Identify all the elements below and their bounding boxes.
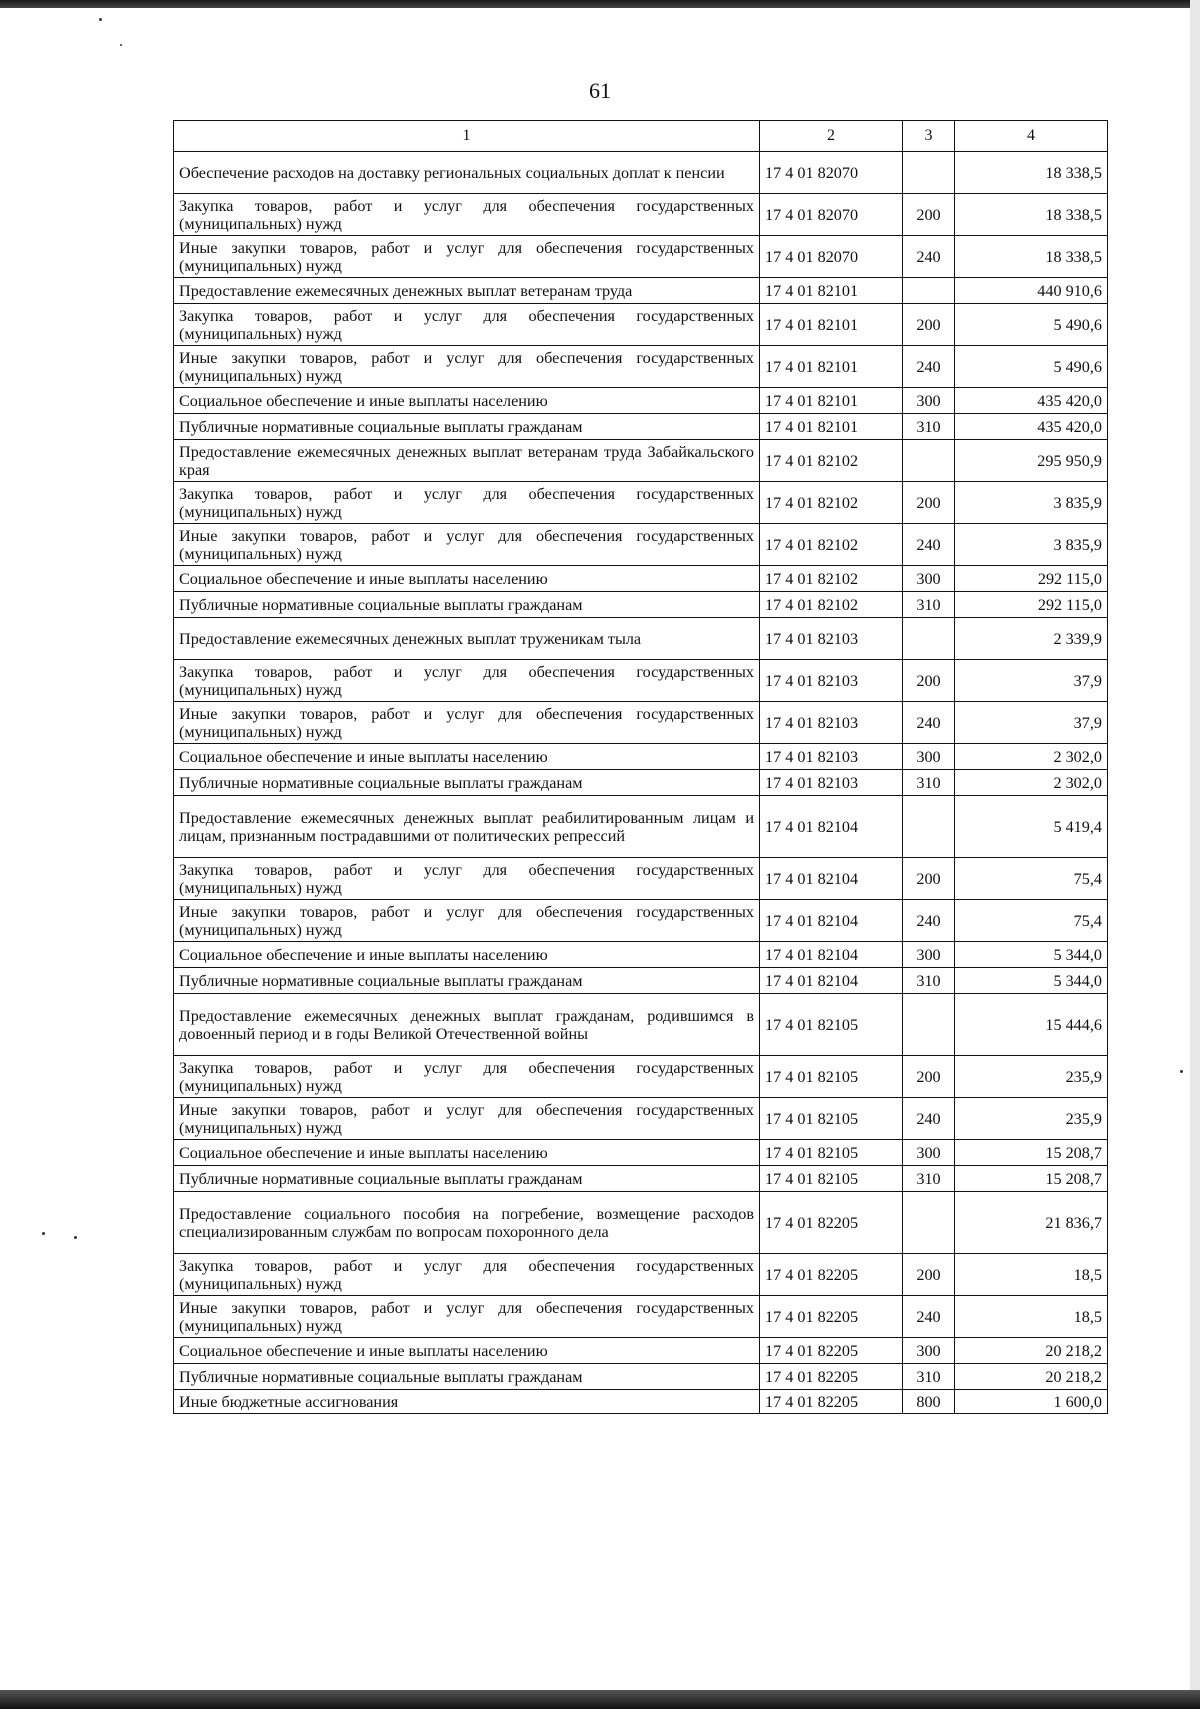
row-expense-type-cell: 240 xyxy=(903,1296,955,1338)
row-amount-cell: 5 490,6 xyxy=(955,346,1108,388)
table-row xyxy=(174,152,1108,194)
row-expense-type-cell: 300 xyxy=(903,744,955,770)
row-expense-type-cell xyxy=(903,618,955,660)
row-amount-cell: 3 835,9 xyxy=(955,482,1108,524)
row-expense-type-cell: 310 xyxy=(903,770,955,796)
row-amount-cell: 37,9 xyxy=(955,702,1108,744)
row-name-cell: Закупка товаров, работ и услуг для обеспечения государственных (муниципальных) нужд xyxy=(174,1056,760,1098)
table-row xyxy=(174,994,1108,1056)
row-amount-cell: 2 302,0 xyxy=(955,744,1108,770)
table-row xyxy=(174,968,1108,994)
row-amount-cell: 5 344,0 xyxy=(955,968,1108,994)
row-name-cell: Социальное обеспечение и иные выплаты населению xyxy=(174,1338,760,1364)
row-expense-type-cell: 240 xyxy=(903,1098,955,1140)
row-amount-cell: 292 115,0 xyxy=(955,566,1108,592)
row-code-cell: 17 4 01 82103 xyxy=(760,744,903,770)
row-amount-cell: 37,9 xyxy=(955,660,1108,702)
table-row xyxy=(174,942,1108,968)
scan-speck xyxy=(42,1232,45,1235)
row-amount-cell: 20 218,2 xyxy=(955,1364,1108,1390)
table-row xyxy=(174,1364,1108,1390)
header-col-1: 1 xyxy=(174,121,760,152)
row-name-cell: Закупка товаров, работ и услуг для обеспечения государственных (муниципальных) нужд xyxy=(174,1254,760,1296)
row-expense-type-cell xyxy=(903,440,955,482)
row-code-cell: 17 4 01 82105 xyxy=(760,994,903,1056)
row-expense-type-cell: 200 xyxy=(903,1056,955,1098)
row-code-cell: 17 4 01 82104 xyxy=(760,942,903,968)
table-row xyxy=(174,482,1108,524)
row-name-cell: Публичные нормативные социальные выплаты гражданам xyxy=(174,968,760,994)
row-name-cell: Обеспечение расходов на доставку региональных социальных доплат к пенсии xyxy=(174,152,760,194)
row-expense-type-cell: 240 xyxy=(903,702,955,744)
table-row xyxy=(174,744,1108,770)
table-row xyxy=(174,1296,1108,1338)
row-expense-type-cell: 310 xyxy=(903,1364,955,1390)
table-row xyxy=(174,1098,1108,1140)
row-code-cell: 17 4 01 82205 xyxy=(760,1192,903,1254)
row-code-cell: 17 4 01 82102 xyxy=(760,440,903,482)
row-code-cell: 17 4 01 82104 xyxy=(760,858,903,900)
row-expense-type-cell: 310 xyxy=(903,414,955,440)
row-expense-type-cell: 800 xyxy=(903,1390,955,1414)
row-expense-type-cell xyxy=(903,796,955,858)
row-amount-cell: 440 910,6 xyxy=(955,278,1108,304)
row-amount-cell: 235,9 xyxy=(955,1056,1108,1098)
row-amount-cell: 235,9 xyxy=(955,1098,1108,1140)
row-amount-cell: 75,4 xyxy=(955,900,1108,942)
row-code-cell: 17 4 01 82101 xyxy=(760,388,903,414)
row-amount-cell: 20 218,2 xyxy=(955,1338,1108,1364)
row-expense-type-cell: 300 xyxy=(903,1140,955,1166)
row-code-cell: 17 4 01 82205 xyxy=(760,1364,903,1390)
row-code-cell: 17 4 01 82105 xyxy=(760,1098,903,1140)
row-code-cell: 17 4 01 82104 xyxy=(760,796,903,858)
row-code-cell: 17 4 01 82103 xyxy=(760,660,903,702)
row-name-cell: Иные бюджетные ассигнования xyxy=(174,1390,760,1414)
row-code-cell: 17 4 01 82101 xyxy=(760,414,903,440)
row-name-cell: Предоставление ежемесячных денежных выплат гражданам, родившимся в довоенный период и в годы Великой Отечественной войны xyxy=(174,994,760,1056)
row-expense-type-cell: 240 xyxy=(903,346,955,388)
table-row xyxy=(174,236,1108,278)
row-name-cell: Предоставление ежемесячных денежных выплат ветеранам труда Забайкальского края xyxy=(174,440,760,482)
table-header-row xyxy=(174,121,1108,152)
table-row xyxy=(174,1166,1108,1192)
table-row xyxy=(174,770,1108,796)
row-name-cell: Иные закупки товаров, работ и услуг для обеспечения государственных (муниципальных) нужд xyxy=(174,900,760,942)
table-row xyxy=(174,524,1108,566)
header-col-2: 2 xyxy=(760,121,903,152)
row-amount-cell: 5 344,0 xyxy=(955,942,1108,968)
table-row xyxy=(174,592,1108,618)
table-row xyxy=(174,566,1108,592)
row-amount-cell: 435 420,0 xyxy=(955,414,1108,440)
row-code-cell: 17 4 01 82102 xyxy=(760,592,903,618)
row-expense-type-cell: 240 xyxy=(903,900,955,942)
row-name-cell: Публичные нормативные социальные выплаты гражданам xyxy=(174,770,760,796)
row-name-cell: Иные закупки товаров, работ и услуг для обеспечения государственных (муниципальных) нужд xyxy=(174,236,760,278)
row-code-cell: 17 4 01 82205 xyxy=(760,1338,903,1364)
table-row xyxy=(174,440,1108,482)
row-amount-cell: 18 338,5 xyxy=(955,152,1108,194)
row-code-cell: 17 4 01 82102 xyxy=(760,566,903,592)
row-amount-cell: 3 835,9 xyxy=(955,524,1108,566)
row-amount-cell: 2 339,9 xyxy=(955,618,1108,660)
row-expense-type-cell xyxy=(903,278,955,304)
page-number: 61 xyxy=(589,78,611,103)
row-code-cell: 17 4 01 82102 xyxy=(760,482,903,524)
row-name-cell: Иные закупки товаров, работ и услуг для обеспечения государственных (муниципальных) нужд xyxy=(174,1296,760,1338)
scan-speck xyxy=(120,44,122,46)
row-code-cell: 17 4 01 82102 xyxy=(760,524,903,566)
row-name-cell: Закупка товаров, работ и услуг для обеспечения государственных (муниципальных) нужд xyxy=(174,482,760,524)
row-name-cell: Иные закупки товаров, работ и услуг для обеспечения государственных (муниципальных) нужд xyxy=(174,346,760,388)
header-col-3: 3 xyxy=(903,121,955,152)
row-expense-type-cell: 200 xyxy=(903,1254,955,1296)
row-code-cell: 17 4 01 82103 xyxy=(760,702,903,744)
row-name-cell: Закупка товаров, работ и услуг для обеспечения государственных (муниципальных) нужд xyxy=(174,858,760,900)
row-amount-cell: 295 950,9 xyxy=(955,440,1108,482)
row-amount-cell: 5 490,6 xyxy=(955,304,1108,346)
row-code-cell: 17 4 01 82070 xyxy=(760,152,903,194)
row-expense-type-cell: 200 xyxy=(903,194,955,236)
row-name-cell: Закупка товаров, работ и услуг для обеспечения государственных (муниципальных) нужд xyxy=(174,194,760,236)
row-name-cell: Иные закупки товаров, работ и услуг для обеспечения государственных (муниципальных) нужд xyxy=(174,524,760,566)
row-name-cell: Предоставление ежемесячных денежных выплат ветеранам труда xyxy=(174,278,760,304)
row-code-cell: 17 4 01 82105 xyxy=(760,1056,903,1098)
row-expense-type-cell xyxy=(903,1192,955,1254)
row-code-cell: 17 4 01 82101 xyxy=(760,346,903,388)
row-name-cell: Предоставление социального пособия на погребение, возмещение расходов специализированным службам по вопросам похоронного дела xyxy=(174,1192,760,1254)
row-name-cell: Социальное обеспечение и иные выплаты населению xyxy=(174,942,760,968)
row-code-cell: 17 4 01 82205 xyxy=(760,1254,903,1296)
row-amount-cell: 21 836,7 xyxy=(955,1192,1108,1254)
row-expense-type-cell: 240 xyxy=(903,524,955,566)
table-body xyxy=(174,152,1108,1414)
row-code-cell: 17 4 01 82105 xyxy=(760,1166,903,1192)
budget-table xyxy=(173,120,1108,1414)
table-row xyxy=(174,414,1108,440)
header-col-4: 4 xyxy=(955,121,1108,152)
row-expense-type-cell: 240 xyxy=(903,236,955,278)
row-expense-type-cell xyxy=(903,152,955,194)
row-expense-type-cell: 300 xyxy=(903,1338,955,1364)
row-name-cell: Социальное обеспечение и иные выплаты населению xyxy=(174,566,760,592)
row-expense-type-cell: 200 xyxy=(903,304,955,346)
table-row xyxy=(174,900,1108,942)
scan-speck xyxy=(99,18,102,21)
row-expense-type-cell: 200 xyxy=(903,858,955,900)
scan-edge-top xyxy=(0,0,1200,8)
row-name-cell: Публичные нормативные социальные выплаты гражданам xyxy=(174,1166,760,1192)
table-row xyxy=(174,278,1108,304)
row-name-cell: Социальное обеспечение и иные выплаты населению xyxy=(174,388,760,414)
row-name-cell: Публичные нормативные социальные выплаты гражданам xyxy=(174,1364,760,1390)
table-row xyxy=(174,304,1108,346)
row-expense-type-cell: 300 xyxy=(903,566,955,592)
row-name-cell: Иные закупки товаров, работ и услуг для обеспечения государственных (муниципальных) нужд xyxy=(174,702,760,744)
row-code-cell: 17 4 01 82103 xyxy=(760,618,903,660)
scan-edge-bottom xyxy=(0,1690,1200,1709)
row-expense-type-cell: 200 xyxy=(903,660,955,702)
row-code-cell: 17 4 01 82104 xyxy=(760,968,903,994)
row-expense-type-cell: 300 xyxy=(903,388,955,414)
row-expense-type-cell: 300 xyxy=(903,942,955,968)
row-name-cell: Публичные нормативные социальные выплаты гражданам xyxy=(174,414,760,440)
row-code-cell: 17 4 01 82104 xyxy=(760,900,903,942)
row-code-cell: 17 4 01 82070 xyxy=(760,236,903,278)
table-row xyxy=(174,1192,1108,1254)
row-amount-cell: 1 600,0 xyxy=(955,1390,1108,1414)
row-amount-cell: 5 419,4 xyxy=(955,796,1108,858)
row-amount-cell: 18 338,5 xyxy=(955,236,1108,278)
row-code-cell: 17 4 01 82205 xyxy=(760,1390,903,1414)
row-code-cell: 17 4 01 82101 xyxy=(760,278,903,304)
table-row xyxy=(174,1254,1108,1296)
row-code-cell: 17 4 01 82070 xyxy=(760,194,903,236)
row-amount-cell: 15 208,7 xyxy=(955,1166,1108,1192)
table-row xyxy=(174,1140,1108,1166)
row-name-cell: Публичные нормативные социальные выплаты гражданам xyxy=(174,592,760,618)
row-expense-type-cell: 310 xyxy=(903,592,955,618)
table-row xyxy=(174,858,1108,900)
row-amount-cell: 435 420,0 xyxy=(955,388,1108,414)
table-row xyxy=(174,1338,1108,1364)
row-name-cell: Предоставление ежемесячных денежных выплат реабилитированным лицам и лицам, признанным пострадавшими от политических репрессий xyxy=(174,796,760,858)
scan-speck xyxy=(1180,1070,1183,1073)
row-code-cell: 17 4 01 82103 xyxy=(760,770,903,796)
table-row xyxy=(174,660,1108,702)
row-expense-type-cell xyxy=(903,994,955,1056)
table-row xyxy=(174,1390,1108,1414)
table-row xyxy=(174,702,1108,744)
row-name-cell: Иные закупки товаров, работ и услуг для обеспечения государственных (муниципальных) нужд xyxy=(174,1098,760,1140)
row-amount-cell: 75,4 xyxy=(955,858,1108,900)
row-amount-cell: 15 444,6 xyxy=(955,994,1108,1056)
row-name-cell: Закупка товаров, работ и услуг для обеспечения государственных (муниципальных) нужд xyxy=(174,304,760,346)
row-amount-cell: 15 208,7 xyxy=(955,1140,1108,1166)
table-row xyxy=(174,346,1108,388)
row-amount-cell: 292 115,0 xyxy=(955,592,1108,618)
table-row xyxy=(174,1056,1108,1098)
row-expense-type-cell: 200 xyxy=(903,482,955,524)
row-code-cell: 17 4 01 82105 xyxy=(760,1140,903,1166)
row-name-cell: Социальное обеспечение и иные выплаты населению xyxy=(174,1140,760,1166)
row-amount-cell: 2 302,0 xyxy=(955,770,1108,796)
scan-speck xyxy=(74,1236,77,1239)
row-code-cell: 17 4 01 82101 xyxy=(760,304,903,346)
row-expense-type-cell: 310 xyxy=(903,968,955,994)
row-name-cell: Предоставление ежемесячных денежных выплат труженикам тыла xyxy=(174,618,760,660)
row-amount-cell: 18 338,5 xyxy=(955,194,1108,236)
row-amount-cell: 18,5 xyxy=(955,1296,1108,1338)
row-name-cell: Закупка товаров, работ и услуг для обеспечения государственных (муниципальных) нужд xyxy=(174,660,760,702)
table-row xyxy=(174,388,1108,414)
row-code-cell: 17 4 01 82205 xyxy=(760,1296,903,1338)
row-name-cell: Социальное обеспечение и иные выплаты населению xyxy=(174,744,760,770)
row-amount-cell: 18,5 xyxy=(955,1254,1108,1296)
table-row xyxy=(174,796,1108,858)
table-row xyxy=(174,618,1108,660)
table-row xyxy=(174,194,1108,236)
scan-edge-right xyxy=(1190,0,1200,1709)
row-expense-type-cell: 310 xyxy=(903,1166,955,1192)
